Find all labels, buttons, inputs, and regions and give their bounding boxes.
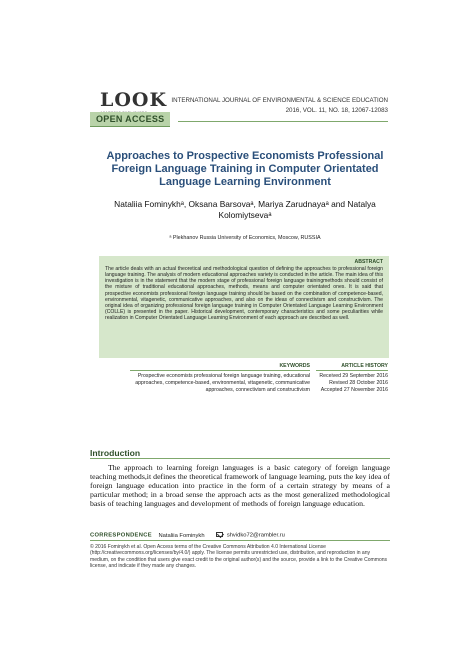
history-revised: Revised 28 October 2016 <box>329 379 388 386</box>
abstract-heading: ABSTRACT <box>354 259 383 265</box>
journal-info <box>171 96 388 116</box>
article-history-section <box>316 363 388 393</box>
correspondence-email[interactable]: shvidko72@rambler.ru <box>226 532 285 539</box>
correspondence-name: Nataliia Fominykh <box>158 532 205 539</box>
authors-line-1: Nataliia Fominykhᵃ, Oksana Barsovaᵃ, Mariya Zarudnayaᵃ and Natalya <box>114 199 376 209</box>
keywords-heading: KEYWORDS <box>130 363 310 371</box>
correspondence-line <box>90 532 390 541</box>
mail-icon <box>216 532 223 537</box>
introduction-paragraph: The approach to learning foreign languages is a basic category of foreign language teaching methods,it defines the theoretical framework of language learning, puts the key idea of foreign language education into practice in the form of a certain strategy by means of a particular method; in a broad sense the approach acts as the most generalized methodological basis of teaching languages and development of methods of foreign language education. <box>90 463 390 508</box>
correspondence-label: CORRESPONDENCE <box>90 532 152 539</box>
history-accepted: Accepted 27 November 2016 <box>320 386 388 393</box>
abstract-box <box>99 256 389 358</box>
journal-name: INTERNATIONAL JOURNAL OF ENVIRONMENTAL & SCIENCE EDUCATION <box>171 97 388 104</box>
affiliation: ᵃ Plekhanov Russia University of Economics, Moscow, RUSSIA <box>169 235 321 241</box>
open-access-badge: OPEN ACCESS <box>90 112 170 127</box>
history-received: Received 29 September 2016 <box>319 373 388 379</box>
journal-volume: 2016, VOL. 11, NO. 18, 12067-12083 <box>285 107 388 114</box>
abstract-text: The article deals with an actual theoretical and methodological question of defining the approaches to professional foreign language training. The analysis of modern educational approaches variety is conducted in the article. The main idea of this investigation is in the statement that the modern stage of professional foreign language trainingmethods should consist of the mixture of traditional educational approaches, methods, means and computer orientated ones. It is said that prospective economists professional foreign language training should be based on the combination of competence-based, environmental, vitagenetic, communicative approaches, and also on the ideas of connectivism and constructivism. The original idea of organizing professional foreign language training in Computer Orientated Language Learning Environment (COLLE) is presented in the paper. Historical development, contemporary characteristics and some peculiarities while realization in Computer Orientated Language Learning Environment of each approach are described as well. <box>105 266 383 322</box>
introduction-heading: Introduction <box>90 448 141 458</box>
keywords-section <box>130 363 310 393</box>
header-divider <box>178 121 388 122</box>
logo-wordmark: LOOK <box>100 89 167 111</box>
article-title: Approaches to Prospective Economists Professional Foreign Language Training in Computer Orientated Language Learning Environment <box>106 150 384 188</box>
introduction-divider <box>90 458 390 459</box>
license-text: © 2016 Fominykh et al. Open Access terms of the Creative Commons Attribution 4.0 International License (http://creativecommons.org/licenses/by/4.0/) apply. The license permits unrestricted use, distribution, and reproduction in any medium, on the condition that users give exact credit to the original author(s) and the source, provide a link to the Creative Commons license, and indicate if they made any changes. <box>90 544 388 570</box>
history-heading: ARTICLE HISTORY <box>316 363 388 371</box>
author-list <box>100 199 390 221</box>
keywords-text: Prospective economists professional foreign language training, educational approaches, competence-based, environmental, vitagenetic, communicative approaches, connectivism and constructivism <box>135 373 310 393</box>
authors-line-2: Kolomiytsevaᵃ <box>218 210 272 220</box>
